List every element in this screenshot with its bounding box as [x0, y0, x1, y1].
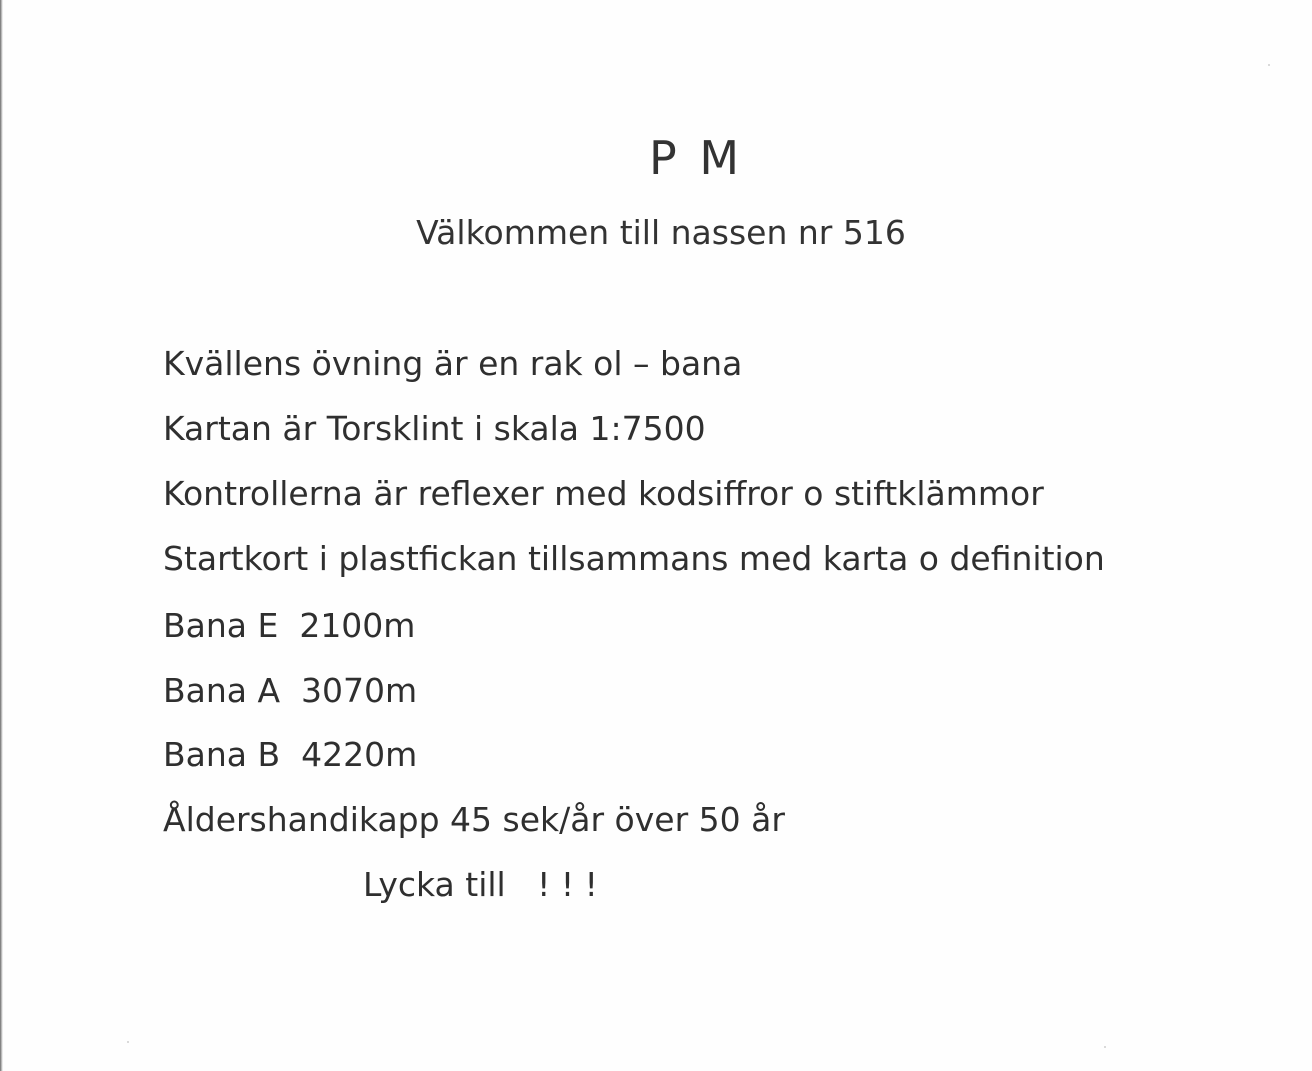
good-luck-line: Lycka till ! ! !: [363, 865, 598, 904]
scan-speck: [1268, 64, 1270, 66]
course-b-line: Bana B 4220m: [163, 735, 418, 774]
map-line: Kartan är Torsklint i skala 1:7500: [163, 409, 706, 448]
handicap-line: Åldershandikapp 45 sek/år över 50 år: [163, 800, 785, 839]
page-subtitle: Välkommen till nassen nr 516: [416, 213, 906, 252]
controls-line: Kontrollerna är reflexer med kodsiffror o stiftklämmor: [163, 474, 1044, 513]
course-a-line: Bana A 3070m: [163, 671, 418, 710]
startcard-line: Startkort i plastfickan tillsammans med karta o definition: [163, 539, 1105, 578]
scan-speck: [127, 1041, 129, 1043]
scan-speck: [1104, 1046, 1106, 1048]
course-e-line: Bana E 2100m: [163, 606, 416, 645]
page-title: P M: [648, 131, 744, 185]
exercise-line: Kvällens övning är en rak ol – bana: [163, 344, 743, 383]
